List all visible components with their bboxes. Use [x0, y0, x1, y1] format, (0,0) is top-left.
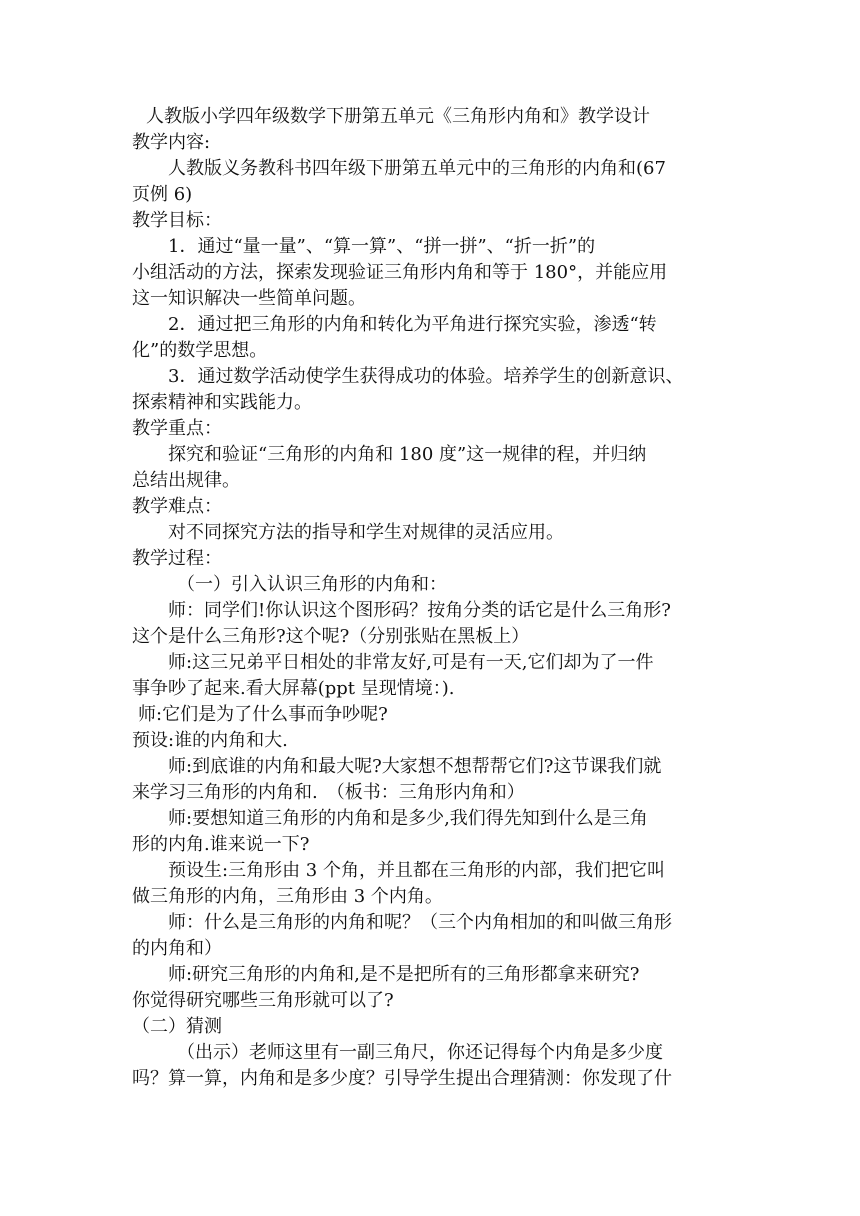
- text-line: （一）引入认识三角形的内角和：: [177, 574, 447, 595]
- text-line: 页例 6): [132, 184, 193, 205]
- text-line: 总结出规律。: [132, 470, 240, 491]
- text-line: 2．通过把三角形的内角和转化为平角进行探究实验，渗透“转: [168, 314, 657, 335]
- text-line: 预设生:三角形由 3 个角，并且都在三角形的内部，我们把它叫: [168, 860, 665, 881]
- text-line: 化”的数学思想。: [132, 340, 268, 361]
- text-line: 师:到底谁的内角和最大呢?大家想不想帮帮它们?这节课我们就: [168, 756, 662, 777]
- text-line: 人教版义务教科书四年级下册第五单元中的三角形的内角和(67: [168, 158, 666, 179]
- text-line: 教学内容:: [132, 132, 211, 153]
- text-line: 这个是什么三角形?这个呢?（分别张贴在黑板上）: [132, 626, 530, 647]
- text-line: 师：同学们!你认识这个图形码？按角分类的话它是什么三角形?: [168, 600, 671, 621]
- text-line: 师：什么是三角形的内角和呢？（三个内角相加的和叫做三角形: [168, 912, 672, 933]
- text-line: 做三角形的内角，三角形由 3 个内角。: [132, 886, 443, 907]
- text-line: 的内角和）: [132, 938, 222, 959]
- text-line: 吗？算一算，内角和是多少度？引导学生提出合理猜测：你发现了什: [132, 1068, 672, 1089]
- text-line: 1．通过“量一量”、“算一算”、“拼一拼”、“折一折”的: [168, 236, 596, 257]
- text-line: 事争吵了起来.看大屏幕(ppt 呈现情境：).: [132, 678, 455, 699]
- document-title: 人教版小学四年级数学下册第五单元《三角形内角和》教学设计: [146, 106, 650, 127]
- text-line: 师:它们是为了什么事而争吵呢?: [138, 704, 388, 725]
- text-line: （二）猜测: [132, 1016, 222, 1037]
- text-line: 小组活动的方法，探索发现验证三角形内角和等于 180°，并能应用: [132, 262, 668, 283]
- text-line: 预设:谁的内角和大.: [132, 730, 288, 751]
- text-line: 教学过程：: [132, 548, 222, 569]
- text-line: 教学难点：: [132, 496, 222, 517]
- text-line: 师:这三兄弟平日相处的非常友好,可是有一天,它们却为了一件: [168, 652, 654, 673]
- text-line: 探索精神和实践能力。: [132, 392, 312, 413]
- text-line: 来学习三角形的内角和. （板书：三角形内角和）: [132, 782, 525, 803]
- text-line: 3．通过数学活动使学生获得成功的体验。培养学生的创新意识、: [168, 366, 684, 387]
- text-line: 这一知识解决一些简单问题。: [132, 288, 366, 309]
- text-line: 师:要想知道三角形的内角和是多少,我们得先知到什么是三角: [168, 808, 648, 829]
- text-line: 探究和验证“三角形的内角和 180 度”这一规律的程，并归纳: [168, 444, 647, 465]
- text-line: 师:研究三角形的内角和,是不是把所有的三角形都拿来研究?: [168, 964, 640, 985]
- text-line: （出示）老师这里有一副三角尺，你还记得每个内角是多少度: [177, 1042, 663, 1063]
- text-line: 对不同探究方法的指导和学生对规律的灵活应用。: [168, 522, 564, 543]
- document-page: [132, 104, 732, 1092]
- text-line: 形的内角.谁来说一下?: [132, 834, 310, 855]
- text-line: 教学重点：: [132, 418, 222, 439]
- text-line: 你觉得研究哪些三角形就可以了?: [132, 990, 394, 1011]
- text-line: 教学目标：: [132, 210, 222, 231]
